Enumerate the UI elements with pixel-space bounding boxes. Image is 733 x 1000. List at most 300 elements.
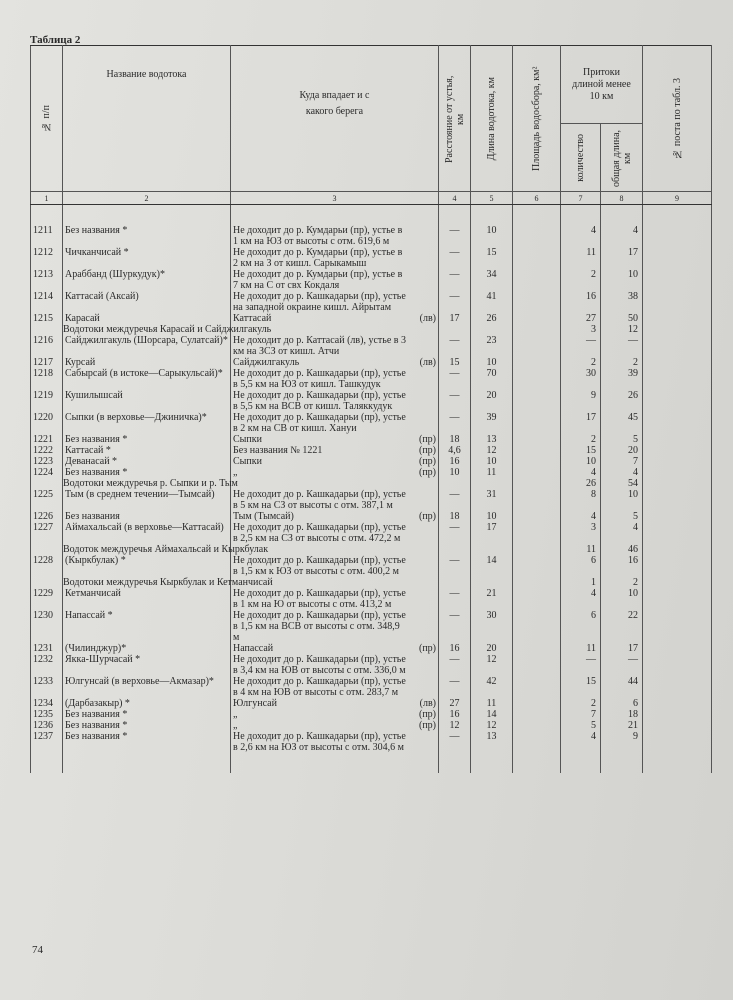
row-bank: (лв)	[409, 698, 439, 709]
row-name: Каттасай (Аксай)	[63, 291, 231, 313]
row-area	[513, 269, 561, 291]
row-length: 26	[471, 313, 513, 324]
table-row	[31, 456, 712, 467]
row-destination: Сыпки	[231, 456, 409, 467]
interfluve-row	[31, 478, 712, 489]
row-destination: Не доходит до р. Кашкадарьи (пр), устье в 2 км на СВ от кишл. Хануи	[231, 412, 409, 434]
row-number	[31, 577, 63, 588]
row-number: 1211	[31, 225, 63, 247]
row-name: Без названия *	[63, 225, 231, 247]
row-number: 1219	[31, 390, 63, 412]
header-number: № п/п	[31, 46, 63, 192]
col-number: 6	[513, 192, 561, 205]
row-length: 21	[471, 588, 513, 610]
row-destination: Не доходит до р. Кашкадарьи (пр), устье в 5,5 км на ВСВ от кишл. Таляккудук	[231, 390, 409, 412]
row-distance: 12	[439, 720, 471, 731]
row-destination: Юлгунсай	[231, 698, 409, 709]
row-trib-length: 50	[601, 313, 643, 324]
row-trib-length: 10	[601, 269, 643, 291]
row-distance: —	[439, 390, 471, 412]
row-destination: Не доходит до р. Кашкадарьи (пр), устье в 2,6 км на ЮЗ от высоты с отм. 304,6 м	[231, 731, 409, 753]
row-name: Сыпки (в верховье—Джиничка)*	[63, 412, 231, 434]
row-destination: „	[231, 467, 409, 478]
table-row	[31, 588, 712, 610]
row-distance: —	[439, 335, 471, 357]
row-number: 1217	[31, 357, 63, 368]
row-distance: —	[439, 225, 471, 247]
row-trib-count: 15	[561, 676, 601, 698]
row-trib-count: 1	[561, 577, 601, 588]
row-distance	[439, 544, 471, 555]
row-length: 41	[471, 291, 513, 313]
row-distance: —	[439, 368, 471, 390]
row-number: 1234	[31, 698, 63, 709]
row-post	[643, 676, 712, 698]
header-count: количество	[561, 124, 601, 192]
row-trib-length: 46	[601, 544, 643, 555]
table-row	[31, 489, 712, 511]
row-trib-count: 7	[561, 709, 601, 720]
row-name: Без названия *	[63, 720, 231, 731]
row-bank: (пр)	[409, 709, 439, 720]
row-trib-length: 5	[601, 434, 643, 445]
row-bank: (пр)	[409, 445, 439, 456]
row-post	[643, 522, 712, 544]
table-row	[31, 291, 712, 313]
row-post	[643, 610, 712, 643]
row-area	[513, 357, 561, 368]
row-post	[643, 555, 712, 577]
row-area	[513, 291, 561, 313]
row-trib-length: 9	[601, 731, 643, 753]
row-name: Сайджилгакуль (Шорсара, Сулатсай)*	[63, 335, 231, 357]
interfluve-row	[31, 324, 712, 335]
row-trib-length: 54	[601, 478, 643, 489]
row-number: 1223	[31, 456, 63, 467]
row-name: Кушилышсай	[63, 390, 231, 412]
row-post	[643, 225, 712, 247]
row-trib-length: 2	[601, 357, 643, 368]
row-post	[643, 434, 712, 445]
row-trib-count: 2	[561, 434, 601, 445]
row-trib-length: 18	[601, 709, 643, 720]
table-row	[31, 467, 712, 478]
row-trib-length: 2	[601, 577, 643, 588]
table-body	[31, 205, 712, 774]
row-number: 1228	[31, 555, 63, 577]
row-trib-count: 26	[561, 478, 601, 489]
row-name: Каттасай *	[63, 445, 231, 456]
row-number: 1212	[31, 247, 63, 269]
header-name: Название водотока	[63, 46, 231, 192]
table-row	[31, 676, 712, 698]
row-length: 20	[471, 390, 513, 412]
row-distance: —	[439, 489, 471, 511]
row-length: 11	[471, 467, 513, 478]
row-destination: Не доходит до р. Каттасай (лв), устье в 3 км на ЗСЗ от кишл. Атчи	[231, 335, 409, 357]
row-destination: Не доходит до р. Кашкадарьи (пр), устье в 3,4 км на ЮВ от высоты с отм. 336,0 м	[231, 654, 409, 676]
interfluve-row	[31, 544, 712, 555]
row-destination: Сайджилгакуль	[231, 357, 409, 368]
row-post	[643, 445, 712, 456]
row-area	[513, 522, 561, 544]
row-length	[471, 577, 513, 588]
row-post	[643, 291, 712, 313]
row-name: Без названия *	[63, 731, 231, 753]
row-length: 15	[471, 247, 513, 269]
row-post	[643, 412, 712, 434]
table-row	[31, 269, 712, 291]
header-distance: Расстояние от устья, км	[439, 46, 471, 192]
row-name: Напассай *	[63, 610, 231, 643]
row-post	[643, 324, 712, 335]
row-bank	[409, 478, 439, 489]
row-destination: „	[231, 709, 409, 720]
row-area	[513, 478, 561, 489]
row-distance: —	[439, 247, 471, 269]
row-destination: Не доходит до р. Кашкадарьи (пр), устье в 1,5 км к ЮЗ от высоты с отм. 400,2 м	[231, 555, 409, 577]
row-trib-count: 10	[561, 456, 601, 467]
table-row	[31, 555, 712, 577]
row-distance: 16	[439, 456, 471, 467]
row-name: Водотоки междуречья Кыркбулак и Кетманчисай	[63, 577, 273, 588]
row-destination: Не доходит до р. Кашкадарьи (пр), устье в 1,5 км на ВСВ от высоты с отм. 348,9 м	[231, 610, 409, 643]
col-number: 4	[439, 192, 471, 205]
row-area	[513, 676, 561, 698]
row-bank: (пр)	[409, 511, 439, 522]
row-trib-length: 16	[601, 555, 643, 577]
row-name: Без названия	[63, 511, 231, 522]
row-length	[471, 544, 513, 555]
row-bank	[409, 731, 439, 753]
row-number: 1225	[31, 489, 63, 511]
row-destination: Сыпки	[231, 434, 409, 445]
row-length: 14	[471, 709, 513, 720]
row-distance: —	[439, 291, 471, 313]
row-number: 1229	[31, 588, 63, 610]
row-length: 34	[471, 269, 513, 291]
row-name: Сабырсай (в истоке—Сарыкульсай)*	[63, 368, 231, 390]
row-number: 1214	[31, 291, 63, 313]
row-trib-count: 11	[561, 544, 601, 555]
table-row	[31, 643, 712, 654]
row-trib-count: —	[561, 335, 601, 357]
row-length: 13	[471, 731, 513, 753]
row-trib-count: 27	[561, 313, 601, 324]
row-number	[31, 478, 63, 489]
row-post	[643, 247, 712, 269]
row-bank: (лв)	[409, 357, 439, 368]
row-destination: Не доходит до р. Кашкадарьи (пр), устье в 2,5 км на СЗ от высоты с отм. 472,2 м	[231, 522, 409, 544]
row-post	[643, 698, 712, 709]
row-post	[643, 511, 712, 522]
row-post	[643, 467, 712, 478]
row-bank	[409, 610, 439, 643]
row-post	[643, 643, 712, 654]
row-destination: Не доходит до р. Кумдарьи (пр), устье в 2 км на З от кишл. Сарыкамыш	[231, 247, 409, 269]
row-bank: (пр)	[409, 467, 439, 478]
row-trib-length: —	[601, 654, 643, 676]
table-row	[31, 522, 712, 544]
row-length: 31	[471, 489, 513, 511]
row-trib-count: 4	[561, 225, 601, 247]
row-name: Без названия *	[63, 467, 231, 478]
col-number: 9	[643, 192, 712, 205]
row-area	[513, 577, 561, 588]
row-bank	[409, 544, 439, 555]
row-length: 39	[471, 412, 513, 434]
row-trib-count: 4	[561, 588, 601, 610]
row-bank	[409, 368, 439, 390]
row-bank	[409, 522, 439, 544]
row-trib-count: —	[561, 654, 601, 676]
row-trib-length: 10	[601, 588, 643, 610]
row-post	[643, 357, 712, 368]
row-name: Юлгунсай (в верховье—Акмазар)*	[63, 676, 231, 698]
row-length: 10	[471, 511, 513, 522]
table-row	[31, 335, 712, 357]
row-length: 10	[471, 456, 513, 467]
row-name: Якка-Шурчасай *	[63, 654, 231, 676]
row-distance: —	[439, 588, 471, 610]
row-trib-count: 6	[561, 610, 601, 643]
row-bank	[409, 324, 439, 335]
row-distance: —	[439, 676, 471, 698]
row-area	[513, 456, 561, 467]
row-destination: „	[231, 720, 409, 731]
row-trib-length: 4	[601, 225, 643, 247]
row-name: Араббанд (Шуркудук)*	[63, 269, 231, 291]
table-row	[31, 313, 712, 324]
col-number: 5	[471, 192, 513, 205]
row-area	[513, 434, 561, 445]
row-bank: (пр)	[409, 643, 439, 654]
row-trib-length: 17	[601, 643, 643, 654]
row-area	[513, 643, 561, 654]
row-distance	[439, 324, 471, 335]
row-trib-count: 30	[561, 368, 601, 390]
row-trib-count: 16	[561, 291, 601, 313]
row-trib-length: 38	[601, 291, 643, 313]
col-number: 2	[63, 192, 231, 205]
row-length: 23	[471, 335, 513, 357]
row-post	[643, 720, 712, 731]
header-length: Длина водотока, км	[471, 46, 513, 192]
table-row	[31, 709, 712, 720]
row-length	[471, 324, 513, 335]
row-bank: (пр)	[409, 456, 439, 467]
row-name: Деванасай *	[63, 456, 231, 467]
row-number: 1236	[31, 720, 63, 731]
row-bank	[409, 335, 439, 357]
row-trib-length: 4	[601, 522, 643, 544]
row-trib-count: 2	[561, 698, 601, 709]
row-area	[513, 247, 561, 269]
row-length: 11	[471, 698, 513, 709]
row-bank: (пр)	[409, 720, 439, 731]
row-bank	[409, 555, 439, 577]
header-area: Площадь водосбора, км²	[513, 46, 561, 192]
row-trib-length: —	[601, 335, 643, 357]
row-distance: 27	[439, 698, 471, 709]
table-header	[31, 46, 712, 205]
table-row	[31, 368, 712, 390]
row-bank	[409, 269, 439, 291]
row-destination: Без названия № 1221	[231, 445, 409, 456]
row-area	[513, 731, 561, 753]
row-post	[643, 731, 712, 753]
table-row	[31, 731, 712, 753]
row-length: 30	[471, 610, 513, 643]
row-distance: 16	[439, 709, 471, 720]
table-row	[31, 445, 712, 456]
row-post	[643, 489, 712, 511]
row-destination: Не доходит до р. Кашкадарьи (пр), устье в 5,5 км на ЮЗ от кишл. Ташкудук	[231, 368, 409, 390]
row-area	[513, 610, 561, 643]
header-total-length: общая длина, км	[601, 124, 643, 192]
row-trib-count: 15	[561, 445, 601, 456]
row-number: 1224	[31, 467, 63, 478]
row-trib-count: 3	[561, 522, 601, 544]
row-name: Чичканчисай *	[63, 247, 231, 269]
row-distance: 15	[439, 357, 471, 368]
row-length: 14	[471, 555, 513, 577]
row-length: 17	[471, 522, 513, 544]
table-caption: Таблица 2	[30, 34, 81, 46]
row-number: 1222	[31, 445, 63, 456]
row-length: 12	[471, 445, 513, 456]
row-distance	[439, 577, 471, 588]
row-bank	[409, 291, 439, 313]
row-distance: —	[439, 269, 471, 291]
column-numbers-row	[31, 192, 712, 205]
row-trib-count: 4	[561, 511, 601, 522]
row-post	[643, 335, 712, 357]
row-post	[643, 313, 712, 324]
col-number: 7	[561, 192, 601, 205]
row-distance: 16	[439, 643, 471, 654]
row-length: 12	[471, 720, 513, 731]
row-number: 1213	[31, 269, 63, 291]
row-distance: 4,6	[439, 445, 471, 456]
row-post	[643, 269, 712, 291]
table-row	[31, 412, 712, 434]
row-post	[643, 478, 712, 489]
row-bank: (пр)	[409, 434, 439, 445]
row-number	[31, 544, 63, 555]
row-post	[643, 544, 712, 555]
col-number: 3	[231, 192, 439, 205]
table-row	[31, 247, 712, 269]
row-trib-length: 4	[601, 467, 643, 478]
row-destination: Каттасай	[231, 313, 409, 324]
row-trib-length: 6	[601, 698, 643, 709]
row-trib-length: 22	[601, 610, 643, 643]
row-destination: Не доходит до р. Кашкадарьи (пр), устье в 5 км на СЗ от высоты с отм. 387,1 м	[231, 489, 409, 511]
row-number: 1233	[31, 676, 63, 698]
row-trib-count: 8	[561, 489, 601, 511]
row-post	[643, 577, 712, 588]
row-name: Без названия *	[63, 709, 231, 720]
row-destination: Не доходит до р. Кашкадарьи (пр), устье на западной окраине кишл. Айрытам	[231, 291, 409, 313]
row-distance: —	[439, 610, 471, 643]
row-trib-length: 21	[601, 720, 643, 731]
row-destination: Не доходит до р. Кашкадарьи (пр), устье в 4 км на ЮВ от высоты с отм. 283,7 м	[231, 676, 409, 698]
row-name: Курсай	[63, 357, 231, 368]
row-number: 1231	[31, 643, 63, 654]
row-bank	[409, 247, 439, 269]
row-destination: Напассай	[231, 643, 409, 654]
row-area	[513, 511, 561, 522]
row-area	[513, 709, 561, 720]
row-trib-length: 17	[601, 247, 643, 269]
row-name: Тым (в среднем течении—Тымсай)	[63, 489, 231, 511]
row-trib-count: 6	[561, 555, 601, 577]
table-row	[31, 720, 712, 731]
row-number: 1235	[31, 709, 63, 720]
row-destination: Не доходит до р. Кашкадарьи (пр), устье в 1 км на Ю от высоты с отм. 413,2 м	[231, 588, 409, 610]
row-length: 20	[471, 643, 513, 654]
row-trib-count: 9	[561, 390, 601, 412]
row-bank	[409, 225, 439, 247]
row-bank	[409, 489, 439, 511]
row-name: Аймахальсай (в верховье—Каттасай)	[63, 522, 231, 544]
row-distance: —	[439, 555, 471, 577]
row-distance: 18	[439, 434, 471, 445]
row-bank	[409, 676, 439, 698]
row-trib-length: 45	[601, 412, 643, 434]
row-trib-count: 3	[561, 324, 601, 335]
row-distance: 18	[439, 511, 471, 522]
row-destination: Не доходит до р. Кумдарьи (пр), устье в 7 км на С от свх Кокдаля	[231, 269, 409, 291]
row-number: 1216	[31, 335, 63, 357]
row-area	[513, 467, 561, 478]
row-number: 1215	[31, 313, 63, 324]
row-destination: Тым (Тымсай)	[231, 511, 409, 522]
row-trib-count: 4	[561, 731, 601, 753]
row-trib-length: 26	[601, 390, 643, 412]
row-area	[513, 654, 561, 676]
row-number: 1237	[31, 731, 63, 753]
table-row	[31, 225, 712, 247]
row-name: (Кыркбулак) *	[63, 555, 231, 577]
row-distance: —	[439, 654, 471, 676]
table-row	[31, 610, 712, 643]
row-area	[513, 225, 561, 247]
row-post	[643, 456, 712, 467]
row-number: 1227	[31, 522, 63, 544]
row-post	[643, 390, 712, 412]
row-area	[513, 313, 561, 324]
table-row	[31, 390, 712, 412]
row-trib-count: 2	[561, 269, 601, 291]
row-trib-count: 5	[561, 720, 601, 731]
row-trib-length: 39	[601, 368, 643, 390]
row-area	[513, 368, 561, 390]
row-area	[513, 555, 561, 577]
row-trib-count: 4	[561, 467, 601, 478]
row-name: Без названия *	[63, 434, 231, 445]
row-trib-length: 44	[601, 676, 643, 698]
row-bank: (лв)	[409, 313, 439, 324]
header-post: № поста по табл. 3	[643, 46, 712, 192]
row-distance: 17	[439, 313, 471, 324]
row-destination: Не доходит до р. Кумдарьи (пр), устье в 1 км на ЮЗ от высоты с отм. 619,6 м	[231, 225, 409, 247]
row-trib-length: 5	[601, 511, 643, 522]
row-name: Водотоки междуречья р. Сыпки и р. Тым	[63, 478, 238, 489]
row-trib-length: 12	[601, 324, 643, 335]
row-bank	[409, 654, 439, 676]
